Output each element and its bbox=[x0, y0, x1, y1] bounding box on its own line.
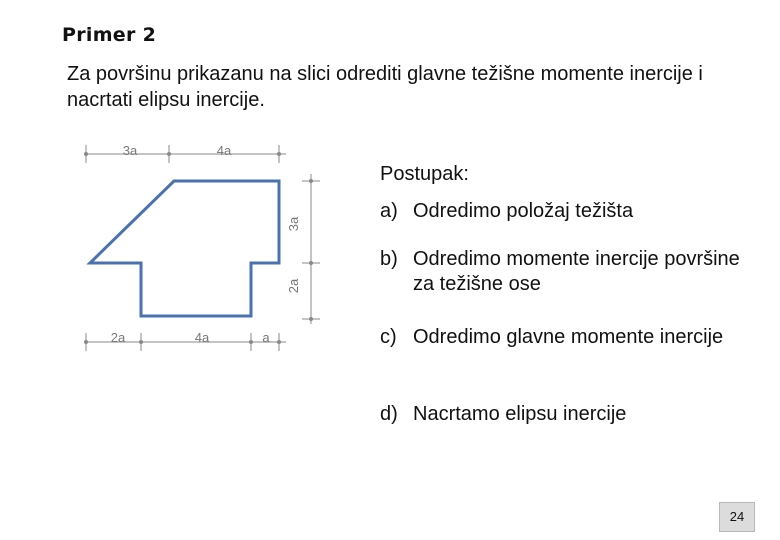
dim-top-3a: 3a bbox=[122, 143, 138, 158]
step-text: Odredimo položaj težišta bbox=[413, 200, 634, 222]
right-dimension-line bbox=[302, 174, 320, 324]
page-number: 24 bbox=[719, 502, 755, 532]
step-letter: c) bbox=[380, 326, 397, 348]
problem-statement: Za površinu prikazanu na slici odrediti glavne težišne momente inercije i nacrtati elipsu inercije. bbox=[67, 63, 703, 111]
dim-bottom-4a: 4a bbox=[194, 330, 210, 345]
cross-section-outline bbox=[90, 181, 279, 316]
step-text: Odredimo momente inercije površine za težišne ose bbox=[413, 248, 740, 295]
step-letter: a) bbox=[380, 200, 398, 222]
dim-right-2a: 2a bbox=[286, 278, 301, 294]
dim-bottom-a: a bbox=[262, 330, 270, 345]
dim-right-3a: 3a bbox=[286, 216, 301, 232]
procedure-heading: Postupak: bbox=[380, 163, 469, 185]
dim-bottom-2a: 2a bbox=[110, 330, 126, 345]
top-dimension-line bbox=[86, 145, 286, 163]
step-text: Odredimo glavne momente inercije bbox=[413, 326, 724, 348]
step-letter: d) bbox=[380, 403, 398, 425]
step-text: Nacrtamo elipsu inercije bbox=[413, 403, 627, 425]
dim-top-4a: 4a bbox=[216, 143, 232, 158]
cross-section-drawing bbox=[76, 134, 326, 359]
slide-title: Primer 2 bbox=[62, 24, 157, 46]
step-letter: b) bbox=[380, 248, 398, 270]
